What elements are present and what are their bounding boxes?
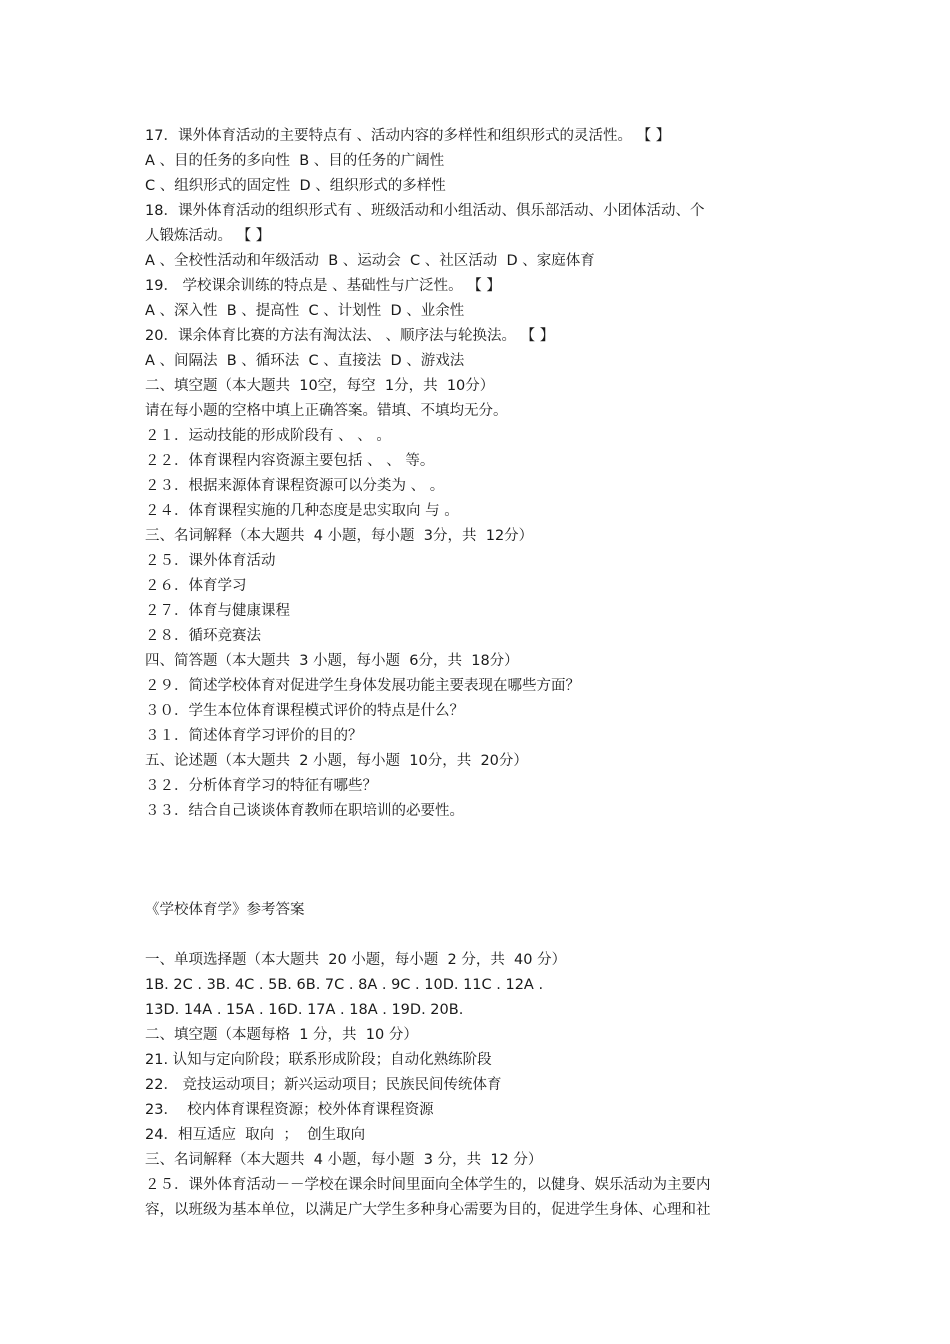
spacer bbox=[145, 923, 815, 948]
question-17-options-cd: C 、组织形式的固定性 D 、组织形式的多样性 bbox=[145, 178, 446, 194]
answer-section-heading-choice: 一、单项选择题（本大题共 20 小题，每小题 2 分，共 40 分） bbox=[145, 952, 567, 968]
question-18-continued: 人锻炼活动。 【 】 bbox=[145, 228, 271, 244]
question-22: ２２．体育课程内容资源主要包括 、 、 等。 bbox=[145, 453, 435, 469]
answer-choice-row-1: 1B. 2C . 3B. 4C . 5B. 6B. 7C . 8A . 9C . 10D. 11C . 12A . bbox=[145, 977, 544, 993]
question-26: ２６．体育学习 bbox=[145, 578, 247, 594]
section-heading-essay: 五、论述题（本大题共 2 小题，每小题 10分，共 20分） bbox=[145, 753, 528, 769]
question-20: 20．课余体育比赛的方法有淘汰法、 、顺序法与轮换法。 【 】 bbox=[145, 328, 555, 344]
question-29: ２９．简述学校体育对促进学生身体发展功能主要表现在哪些方面？ bbox=[145, 678, 580, 694]
question-23: ２３．根据来源体育课程资源可以分类为 、 。 bbox=[145, 478, 445, 494]
section-heading-fill-in: 二、填空题（本大题共 10空，每空 1分，共 10分） bbox=[145, 378, 495, 394]
question-31: ３１．简述体育学习评价的目的？ bbox=[145, 728, 363, 744]
question-24: ２４．体育课程实施的几种态度是忠实取向 与 。 bbox=[145, 503, 459, 519]
question-30: ３０．学生本位体育课程模式评价的特点是什么？ bbox=[145, 703, 464, 719]
answer-key-section bbox=[145, 898, 815, 1223]
question-28: ２８．循环竞赛法 bbox=[145, 628, 261, 644]
answer-key-title: 《学校体育学》参考答案 bbox=[145, 902, 305, 918]
answer-section-heading-terms: 三、名词解释（本大题共 4 小题，每小题 3 分，共 12 分） bbox=[145, 1152, 543, 1168]
question-32: ３２．分析体育学习的特征有哪些？ bbox=[145, 778, 377, 794]
answer-24: 24．相互适应 取向 ； 创生取向 bbox=[145, 1127, 366, 1143]
answer-22: 22． 竞技运动项目；新兴运动项目；民族民间传统体育 bbox=[145, 1077, 502, 1093]
question-19: 19． 学校课余训练的特点是 、基础性与广泛性。 【 】 bbox=[145, 278, 501, 294]
answer-choice-row-2: 13D. 14A . 15A . 16D. 17A . 18A . 19D. 20B. bbox=[145, 1002, 464, 1018]
answer-25-line-1: ２５．课外体育活动－－学校在课余时间里面向全体学生的，以健身、娱乐活动为主要内 bbox=[145, 1177, 711, 1193]
section-heading-short-answer: 四、简答题（本大题共 3 小题，每小题 6分，共 18分） bbox=[145, 653, 519, 669]
question-25: ２５．课外体育活动 bbox=[145, 553, 276, 569]
question-18: 18．课外体育活动的组织形式有 、班级活动和小组活动、俱乐部活动、小团体活动、个 bbox=[145, 203, 705, 219]
question-17: 17．课外体育活动的主要特点有 、活动内容的多样性和组织形式的灵活性。 【 】 bbox=[145, 128, 671, 144]
answer-21: 21. 认知与定向阶段；联系形成阶段；自动化熟练阶段 bbox=[145, 1052, 492, 1068]
question-19-options: A 、深入性 B 、提高性 C 、计划性 D 、业余性 bbox=[145, 303, 465, 319]
answer-23: 23． 校内体育课程资源；校外体育课程资源 bbox=[145, 1102, 434, 1118]
question-17-options-ab: A 、目的任务的多向性 B 、目的任务的广阔性 bbox=[145, 153, 445, 169]
answer-25-line-2: 容，以班级为基本单位，以满足广大学生多种身心需要为目的，促进学生身体、心理和社 bbox=[145, 1202, 711, 1218]
question-21: ２１．运动技能的形成阶段有 、 、 。 bbox=[145, 428, 391, 444]
question-27: ２７．体育与健康课程 bbox=[145, 603, 290, 619]
section-instructions: 请在每小题的空格中填上正确答案。错填、不填均无分。 bbox=[145, 403, 508, 419]
question-20-options: A 、间隔法 B 、循环法 C 、直接法 D 、游戏法 bbox=[145, 353, 465, 369]
section-heading-terms: 三、名词解释（本大题共 4 小题，每小题 3分，共 12分） bbox=[145, 528, 534, 544]
questions-section bbox=[145, 124, 815, 824]
question-33: ３３．结合自己谈谈体育教师在职培训的必要性。 bbox=[145, 803, 464, 819]
question-18-options: A 、全校性活动和年级活动 B 、运动会 C 、社区活动 D 、家庭体育 bbox=[145, 253, 595, 269]
answer-section-heading-fill-in: 二、填空题（本题每格 1 分，共 10 分） bbox=[145, 1027, 418, 1043]
